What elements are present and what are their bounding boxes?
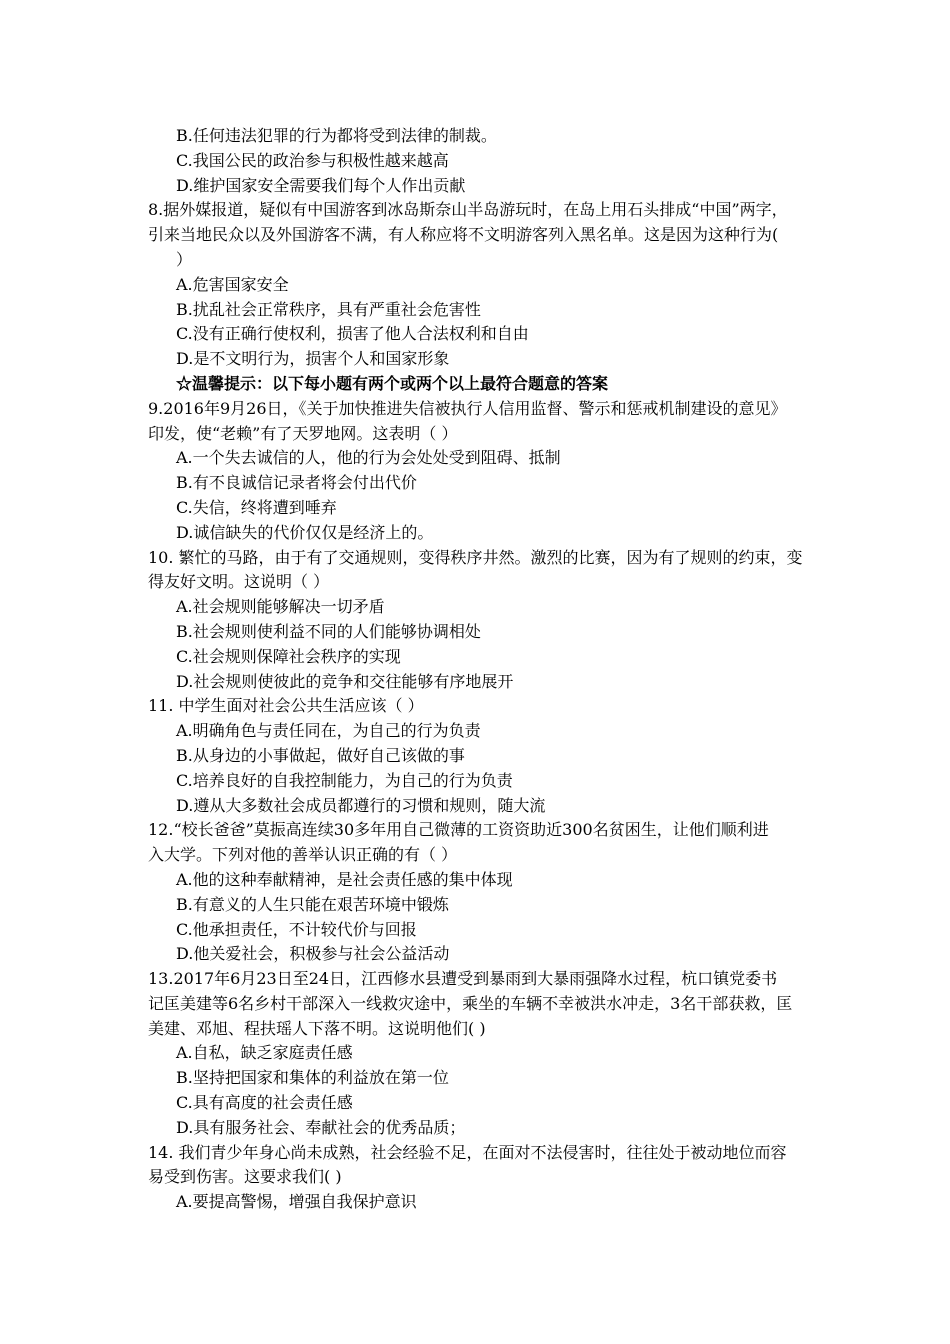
- q12-option-c: C.他承担责任，不计较代价与回报: [176, 919, 417, 939]
- q9-stem-line1: 9.2016年9月26日，《关于加快推进失信被执行人信用监督、警示和惩戒机制建设的意见》: [148, 398, 787, 418]
- q10-option-a: A.社会规则能够解决一切矛盾: [176, 597, 385, 617]
- q14-stem-line2: 易受到伤害。这要求我们( ): [148, 1167, 342, 1187]
- q13-stem-line1: 13.2017年6月23日至24日，江西修水县遭受到暴雨到大暴雨强降水过程，杭口镇党委书: [148, 969, 778, 989]
- q10-option-d: D.社会规则使彼此的竞争和交往能够有序地展开: [176, 671, 514, 691]
- q7-option-b: B.任何违法犯罪的行为都将受到法律的制裁。: [176, 126, 497, 145]
- q12-option-b: B.有意义的人生只能在艰苦环境中锻炼: [176, 894, 449, 914]
- q12-option-d: D.他关爱社会，积极参与社会公益活动: [176, 944, 450, 964]
- q8-option-a: A.危害国家安全: [176, 274, 289, 294]
- q9-option-c: C.失信，终将遭到唾弃: [176, 497, 337, 517]
- exam-content: [148, 124, 808, 1215]
- q12-stem-line2: 入大学。下列对他的善举认识正确的有（ ）: [148, 845, 458, 865]
- q7-option-c: C.我国公民的政治参与积极性越来越高: [176, 150, 449, 170]
- q10-stem-line2: 得友好文明。这说明（ ）: [148, 572, 330, 592]
- q13-option-a: A.自私，缺乏家庭责任感: [176, 1043, 353, 1063]
- q11-option-d: D.遵从大多数社会成员都遵行的习惯和规则，随大流: [176, 795, 546, 815]
- q13-option-b: B.坚持把国家和集体的利益放在第一位: [176, 1068, 449, 1088]
- q14-option-a: A.要提高警惕，增强自我保护意识: [176, 1192, 417, 1212]
- q7-option-d: D.维护国家安全需要我们每个人作出贡献: [176, 175, 466, 195]
- q11-option-a: A.明确角色与责任同在，为自己的行为负责: [176, 721, 481, 741]
- q8-option-b: B.扰乱社会正常秩序，具有严重社会危害性: [176, 299, 481, 319]
- q8-stem-line3: ）: [176, 249, 193, 269]
- q8-stem-line2: 引来当地民众以及外国游客不满，有人称应将不文明游客列入黑名单。这是因为这种行为(: [148, 225, 779, 245]
- multi-answer-hint: ☆温馨提示：以下每小题有两个或两个以上最符合题意的答案: [176, 373, 609, 393]
- q10-stem-line1: 10. 繁忙的马路，由于有了交通规则，变得秩序井然。激烈的比赛，因为有了规则的约束，变: [148, 547, 803, 567]
- q11-option-c: C.培养良好的自我控制能力，为自己的行为负责: [176, 770, 513, 790]
- q9-stem-line2: 印发，使“老赖”有了天罗地网。这表明（ ）: [148, 423, 458, 443]
- q14-stem-line1: 14. 我们青少年身心尚未成熟，社会经验不足，在面对不法侵害时，往往处于被动地位而容: [148, 1142, 787, 1162]
- q9-option-b: B.有不良诚信记录者将会付出代价: [176, 473, 417, 493]
- q10-option-c: C.社会规则保障社会秩序的实现: [176, 646, 401, 666]
- q13-stem-line3: 美建、邓旭、程扶瑶人下落不明。这说明他们( ): [148, 1018, 486, 1038]
- q13-stem-line2: 记匡美建等6名乡村干部深入一线救灾途中，乘坐的车辆不幸被洪水冲走，3名干部获救，匡: [148, 993, 793, 1013]
- q8-option-d: D.是不文明行为，损害个人和国家形象: [176, 349, 450, 369]
- q9-option-d: D.诚信缺失的代价仅仅是经济上的。: [176, 522, 434, 542]
- q8-stem-line1: 8.据外媒报道，疑似有中国游客到冰岛斯奈山半岛游玩时，在岛上用石头排成“中国”两字，: [148, 200, 788, 220]
- q9-option-a: A.一个失去诚信的人，他的行为会处处受到阻碍、抵制: [176, 448, 561, 468]
- q10-option-b: B.社会规则使利益不同的人们能够协调相处: [176, 621, 481, 641]
- q11-option-b: B.从身边的小事做起，做好自己该做的事: [176, 745, 465, 765]
- q13-option-c: C.具有高度的社会责任感: [176, 1093, 353, 1113]
- q12-option-a: A.他的这种奉献精神，是社会责任感的集中体现: [176, 869, 513, 889]
- q11-stem-line1: 11. 中学生面对社会公共生活应该（ ）: [148, 696, 424, 716]
- q8-option-c: C.没有正确行使权利，损害了他人合法权利和自由: [176, 324, 529, 344]
- q12-stem-line1: 12.“校长爸爸”莫振高连续30多年用自己微薄的工资资助近300名贫困生，让他们顺利进: [148, 820, 769, 840]
- q13-option-d: D.具有服务社会、奉献社会的优秀品质；: [176, 1117, 466, 1137]
